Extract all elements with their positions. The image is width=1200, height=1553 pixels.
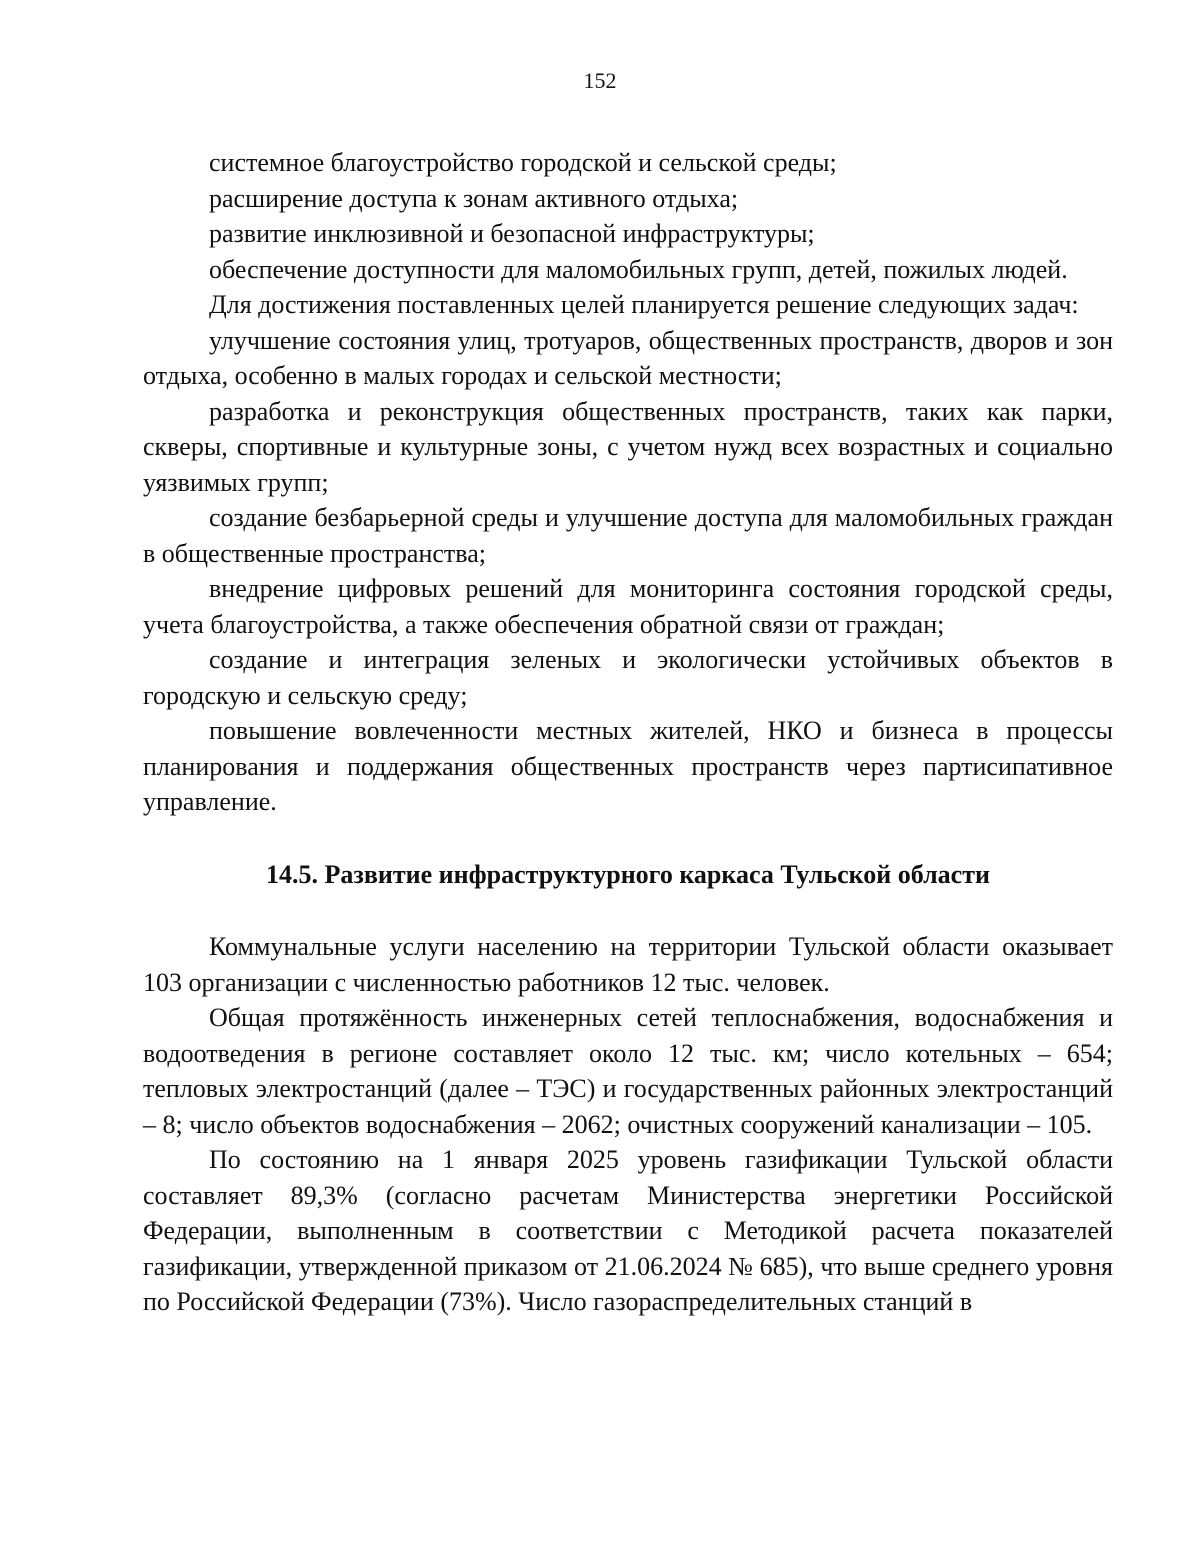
- paragraph-networks: Общая протяжённость инженерных сетей теплоснабжения, водоснабжения и водоотведения в регионе составляет около 12 тыс. км; число котельных – 654; тепловых электростанций (далее – ТЭС) и государственных районных электростанций – 8; число объектов водоснабжения – 2062; очистных сооружений канализации – 105.: [143, 1003, 1113, 1139]
- paragraph-task-5: создание и интеграция зеленых и экологически устойчивых объектов в городскую и сельскую среду;: [143, 645, 1113, 710]
- paragraph-goal-3: развитие инклюзивной и безопасной инфраструктуры;: [209, 219, 815, 248]
- paragraph-utilities: Коммунальные услуги населению на территории Тульской области оказывает 103 организации с численностью работников 12 тыс. человек.: [143, 932, 1113, 997]
- paragraph-gasification: По состоянию на 1 января 2025 уровень газификации Тульской области составляет 89,3% (согласно расчетам Министерства энергетики Российской Федерации, выполненным в соответствии с Методикой расчета показателей газификации, утвержденной приказом от 21.06.2024 № 685), что выше среднего уровня по Российской Федерации (73%). Число газораспределительных станций в: [143, 1145, 1113, 1316]
- paragraph-task-6: повышение вовлеченности местных жителей, НКО и бизнеса в процессы планирования и поддержания общественных пространств через партисипативное управление.: [143, 716, 1113, 816]
- paragraph-task-4: внедрение цифровых решений для мониторинга состояния городской среды, учета благоустройства, а также обеспечения обратной связи от граждан;: [143, 574, 1113, 639]
- paragraph-goal-1: системное благоустройство городской и сельской среды;: [209, 148, 837, 177]
- paragraph-task-1: улучшение состояния улиц, тротуаров, общественных пространств, дворов и зон отдыха, особенно в малых городах и сельской местности;: [143, 325, 1113, 390]
- paragraph-goal-2: расширение доступа к зонам активного отдыха;: [209, 183, 739, 213]
- paragraph-task-3: создание безбарьерной среды и улучшение доступа для маломобильных граждан в общественные пространства;: [143, 503, 1113, 568]
- paragraph-goal-4: обеспечение доступности для маломобильных групп, детей, пожилых людей.: [209, 254, 1068, 284]
- page-content: [143, 145, 1113, 1320]
- section-heading: 14.5. Развитие инфраструктурного каркаса Тульской области: [266, 859, 990, 889]
- paragraph-tasks-intro: Для достижения поставленных целей планируется решение следующих задач:: [209, 290, 1079, 319]
- page-number: 152: [583, 68, 617, 93]
- paragraph-task-2: разработка и реконструкция общественных пространств, таких как парки, скверы, спортивные и культурные зоны, с учетом нужд всех возрастных и социально уязвимых групп;: [143, 396, 1113, 497]
